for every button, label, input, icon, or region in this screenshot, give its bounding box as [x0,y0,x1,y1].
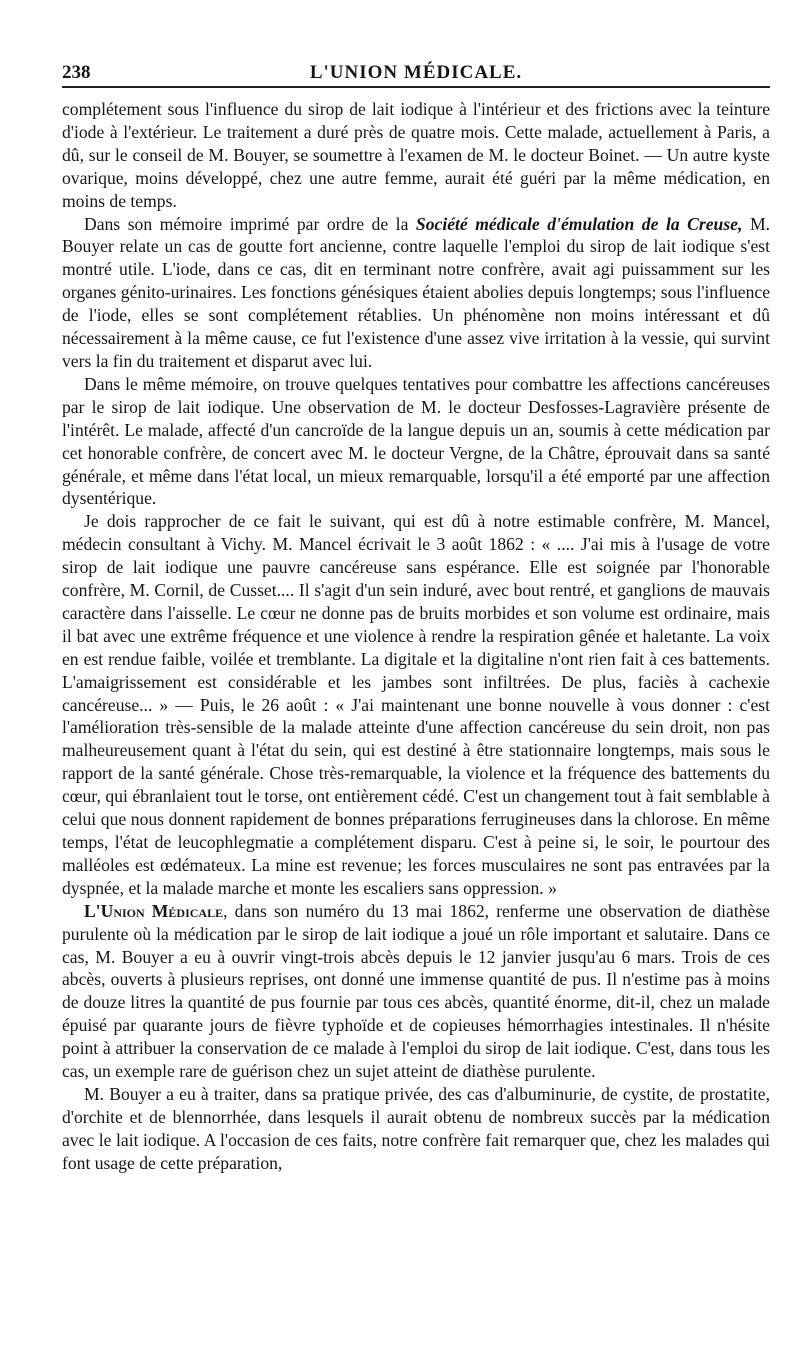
text-run: M. Bouyer a eu à traiter, dans sa pratique privée, des cas d'albuminurie, de cystite, de prostatite, d'orchite et de blennorrhée, dans lesquels il aurait obtenu de nombreux succès par la médication avec le lait iodique. A l'occasion de ces faits, notre confrère fait remarquer que, chez les malades qui font usage de cette préparation, [62,1083,770,1173]
text-run: complétement sous l'influence du sirop de lait iodique à l'intérieur et des frictions avec la teinture d'iode à l'extérieur. Le traitement a duré près de quatre mois. Cette malade, actuellement à Paris, a dû, sur le conseil de M. Bouyer, se soumettre à l'examen de M. le docteur Boinet. — Un autre kyste ovarique, moins développé, chez une autre femme, aurait été guéri par la même médication, en moins de temps. [62,99,770,211]
page-number: 238 [62,62,91,83]
text-run: Je dois rapprocher de ce fait le suivant, qui est dû à notre estimable confrère, M. Mancel, médecin consultant à Vichy. M. Mancel écrivait le 3 août 1862 : « .... J'ai mis à l'usage de votre sirop de lait iodique une pauvre cancéreuse sans espérance. Elle est soignée par l'honorable confrère, M. Cornil, de Cusset.... Il s'agit d'un sein induré, avec bout rentré, et ganglions de mauvais caractère dans l'aisselle. Le cœur ne donne pas de bruits morbides et son volume est ordinaire, mais il bat avec une extrême fréquence et une violence à rendre la respiration gênée et haletante. La voix en est rendue faible, voilée et tremblante. La digitale et la digitaline n'ont rien fait à ces battements. L'amaigrissement est considérable et les jambes sont infiltrées. De plus, faciès à cachexie cancéreuse... » — Puis, le 26 août : « J'ai maintenant une bonne nouvelle à vous donner : c'est l'amélioration très-sensible de la malade atteinte d'une affection cancéreuse du sein droit, non pas malheureusement quant à l'état du sein, qui est destiné à être stationnaire longtemps, mais sous le rapport de la santé générale. Chose très-remarquable, la violence et la fréquence des battements du cœur, qui ébranlaient tout le torse, ont entièrement cédé. C'est un changement tout à fait semblable à celui que nous donnent rapidement de bonnes préparations ferrugineuses dans la chlorose. En même temps, l'état de leucophlegmatie a complétement disparu. C'est à peine si, le soir, le pourtour des malléoles est œdémateux. La mine est revenue; les forces musculaires ne sont pas entravées par la dyspnée, et la malade marche et monte les escaliers sans oppression. » [62,511,770,898]
text-run: Dans le même mémoire, on trouve quelques tentatives pour combattre les affections cancéreuses par le sirop de lait iodique. Une observation de M. le docteur Desfosses-Lagravière présente de l'intérêt. Le malade, affecté d'un cancroïde de la langue depuis un an, soumis à cette médication par cet honorable confrère, de concert avec M. le docteur Vergne, de la Châtre, éprouvait dans sa santé générale, et même dans l'état local, un mieux remarquable, lorsqu'il a été emporté par une affection dysentérique. [62,373,770,509]
italic-citation: Société médicale d'émulation de la Creuse, [415,213,743,234]
journal-title: L'UNION MÉDICALE. [309,62,523,83]
text-run: Dans son mémoire imprimé par ordre de la [84,213,416,234]
text-run: , dans son numéro du 13 mai 1862, renferme une observation de diathèse purulente où la médication par le sirop de lait iodique a joué un rôle important et salutaire. Dans ce cas, M. Bouyer a eu à ouvrir vingt-trois abcès depuis le 12 janvier jusqu'au 6 mars. Trois de ces abcès, ouverts à plusieurs reprises, ont donné une immense quantité de pus. Il n'estime pas à moins de douze litres la quantité de pus fournie par tous ces abcès, quantité énorme, dit-il, chez un malade épuisé par quarante jours de fièvre typhoïde et de copieuses hémorrhagies intestinales. Il n'hésite point à attribuer la conservation de ce malade à l'emploi du sirop de lait iodique. C'est, dans tous les cas, un exemple rare de guérison chez un sujet atteint de diathèse purulente. [62,900,770,1082]
text-run: M. Bouyer relate un cas de goutte fort ancienne, contre laquelle l'emploi du sirop de lait iodique s'est montré utile. L'iode, dans ce cas, dit en terminant notre confrère, avait agi puissamment sur les organes génito-urinaires. Les fonctions génésiques étaient abolies depuis longtemps; sous l'influence de l'iode, elles se sont complétement rétablies. Un phénomène non moins intéressant et dû nécessairement à la même cause, ce fut l'existence d'une assez vive irritation à la vessie, qui survint vers la fin du traitement et disparut avec lui. [62,213,770,371]
paragraph [62,213,770,373]
paragraph [62,900,770,1083]
article-body [62,98,770,1175]
running-header [62,54,770,88]
journal-name: L'Union Médicale [84,900,224,921]
paragraph [62,98,770,213]
paragraph [62,510,770,899]
paragraph [62,373,770,510]
paragraph [62,1083,770,1175]
